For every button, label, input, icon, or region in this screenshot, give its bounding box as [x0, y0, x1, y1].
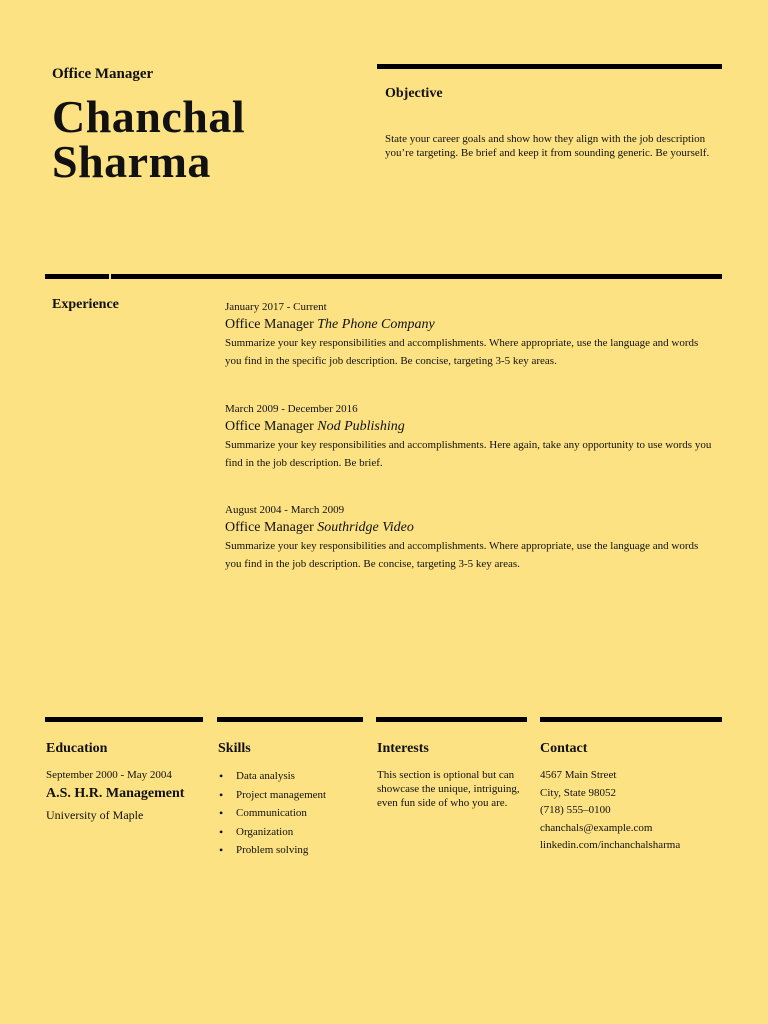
skills-rule [217, 717, 363, 722]
experience-summary: Summarize your key responsibilities and accomplishments. Where appropriate, use the language and words you find in the job description. Be concise, targeting 3-5 key areas. [225, 540, 699, 570]
objective-rule [377, 64, 722, 69]
skills-title: Skills [218, 741, 251, 756]
experience-summary: Summarize your key responsibilities and accomplishments. Here again, take any opportunity to use words you find in the job description. Be brief. [225, 439, 712, 469]
list-item: • Problem solving [217, 841, 326, 860]
name-line-1: Chanchal [52, 91, 246, 142]
job-title: Office Manager [52, 66, 154, 82]
contact-rule [540, 717, 722, 722]
list-item: • Communication [217, 804, 326, 823]
education-dates: September 2000 - May 2004 [46, 769, 172, 781]
education-rule [45, 717, 203, 722]
skills-list [217, 767, 326, 860]
contact-phone: (718) 555–0100 [540, 804, 611, 816]
contact-email[interactable]: chanchals@example.com [540, 821, 653, 834]
experience-role-title: Office Manager [225, 520, 318, 535]
experience-item [225, 300, 715, 370]
experience-role-title: Office Manager [225, 317, 318, 332]
experience-dates: August 2004 - March 2009 [225, 504, 345, 516]
experience-item [225, 503, 715, 573]
interests-text: This section is optional but can showcase the unique, intriguing, even fun side of who you are. [377, 769, 520, 809]
experience-title: Experience [52, 297, 119, 312]
experience-item [225, 402, 715, 472]
experience-rule-left [45, 274, 109, 279]
list-item: • Data analysis [217, 767, 326, 786]
contact-street: 4567 Main Street [540, 769, 617, 781]
contact-city: City, State 98052 [540, 786, 616, 799]
experience-summary: Summarize your key responsibilities and accomplishments. Where appropriate, use the language and words you find in the specific job description. Be concise, targeting 3-5 key areas. [225, 337, 699, 367]
education-title: Education [46, 741, 108, 756]
list-item: • Organization [217, 823, 326, 842]
experience-company: Nod Publishing [317, 419, 405, 434]
experience-company: The Phone Company [317, 317, 435, 332]
experience-company: Southridge Video [317, 520, 414, 535]
experience-dates: March 2009 - December 2016 [225, 403, 358, 415]
experience-dates: January 2017 - Current [225, 301, 327, 313]
education-degree: A.S. H.R. Management [46, 786, 185, 801]
interests-title: Interests [377, 741, 429, 756]
experience-role [225, 317, 715, 333]
experience-rule-right [111, 274, 722, 279]
objective-text: State your career goals and show how they align with the job description you’re targeting. Be brief and keep it from sounding generic. Be yourself. [385, 133, 710, 159]
experience-role-title: Office Manager [225, 419, 318, 434]
objective-title: Objective [385, 86, 443, 101]
contact-linkedin[interactable]: linkedin.com/inchanchalsharma [540, 839, 681, 851]
experience-role [225, 419, 715, 435]
contact-title: Contact [540, 741, 588, 756]
contact-block [540, 767, 720, 855]
interests-rule [376, 717, 527, 722]
name-line-2: Sharma [52, 136, 211, 187]
education-school: University of Maple [46, 808, 144, 822]
list-item: • Project management [217, 786, 326, 805]
experience-role [225, 520, 715, 536]
